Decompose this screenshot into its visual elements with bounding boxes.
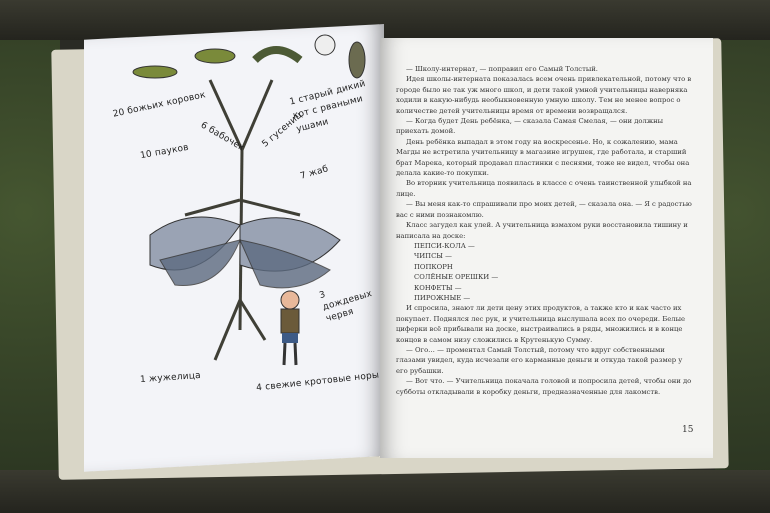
list-item: КОНФЕТЫ — <box>414 283 462 292</box>
paragraph: Идея школы-интерната показалась всем очень привлекательной, потому что в городе было не так уж много школ, и дети такой умной учительницы наверняка ходили в какую-нибудь необыкновенную умную школу. Тем не менее вопрос о количестве детей учительницы время от времени возвращался. <box>396 75 692 115</box>
label-spiders: 10 пауков <box>139 142 190 162</box>
label-ladybugs: 20 божьих коровок <box>111 90 207 120</box>
paragraph: — Когда будет День ребёнка, — сказала Самая Смелая, — они должны приехать домой. <box>396 117 664 136</box>
paragraph: — Вот что. — Учительница покачала головой и попросила детей, чтобы они до субботы откладывали в коробку деньги, предназначенные для лакомств. <box>396 377 692 396</box>
boy-figure <box>281 291 299 365</box>
list-item: ПЕПСИ-КОЛА — <box>414 241 475 250</box>
list-item: ЧИПСЫ — <box>414 252 452 261</box>
paragraph: — Вы меня как-то спрашивали про моих детей, — сказала она. — Я с радостью вас с ними познакомлю. <box>396 200 692 219</box>
page-number: 15 <box>682 425 694 435</box>
list-item: ПИРОЖНЫЕ — <box>414 293 471 302</box>
list-item: ПОПКОРН <box>414 262 453 271</box>
label-beetle: 1 жужелица <box>139 370 202 386</box>
paragraph: Во вторник учительница появилась в классе с очень таинственной улыбкой на лице. <box>396 179 692 198</box>
paragraph: День ребёнка выпадал в этом году на воскресенье. Но, к сожалению, мама Магды не встретила учительницу в магазине игрушек, где работала, и старший брат Марека, который продавал пластинки с песнями, тоже не видел, чтобы она делала какие-то покупки. <box>396 137 690 178</box>
mantis-wings <box>150 217 340 288</box>
label-old-cat: 1 старый дикий кот с рваными ушами <box>288 79 367 135</box>
paragraph: — Ого… — проментал Самый Толстый, потому что вдруг собственными глазами увидел, куда исчезали его карманные деньги и откуда такой размер у его рубашки. <box>396 345 683 375</box>
paragraph: — Школу-интернат, — поправил его Самый Толстый. <box>406 65 598 73</box>
label-mole-holes: 4 свежие кротовые норы <box>255 370 380 394</box>
label-butterflies: 6 бабочек <box>198 120 247 154</box>
label-toads: 7 жаб <box>299 164 330 182</box>
label-caterpillars: 5 гусениц <box>260 110 305 150</box>
caterpillar-icon <box>133 35 365 78</box>
paragraph: И спросила, знают ли дети цену этих продуктов, а также кто и как часто их покупает. Поднялся лес рук, и учительница выслушала всех по очереди. Белые циферки всё прибывали на доске, выстраивались в ряды, множились и в конце концов в самом низу сложились в Крутенькую Сумму. <box>396 304 686 344</box>
list-item: СОЛЁНЫЕ ОРЕШКИ — <box>414 273 499 282</box>
label-worms: 3 дождевых червя <box>318 289 374 325</box>
paragraph: Класс загудел как улей. А учительница взмахом руки восстановила тишину и написала на доске: <box>396 221 688 240</box>
page-text <box>396 64 696 397</box>
